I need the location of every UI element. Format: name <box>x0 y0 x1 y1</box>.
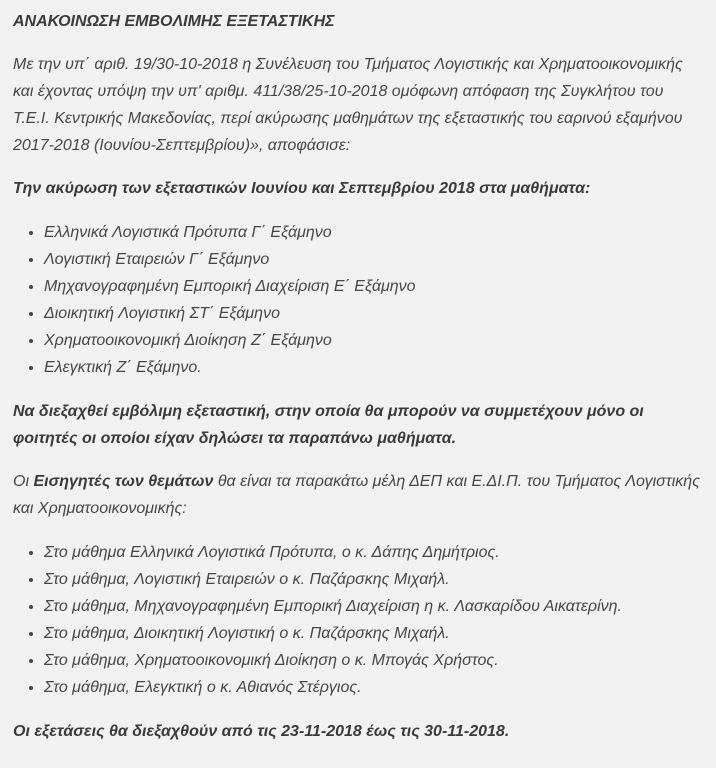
cancelled-course-item: • Ελληνικά Λογιστικά Πρότυπα Γ΄ Εξάμηνο <box>44 219 702 246</box>
instructors-list <box>13 539 702 701</box>
cancelled-course-item: • Διοικητική Λογιστική ΣΤ΄ Εξάμηνο <box>44 300 702 327</box>
cancelled-course-item: • Χρηματοοικονομική Διοίκηση Ζ΄ Εξάμηνο <box>44 327 702 354</box>
instructors-intro-suffix: θα είναι τα παρακάτω μέλη ΔΕΠ και Ε.ΔΙ.Π. του Τμήματος Λογιστικής και Χρηματοοικονομικής: <box>13 473 700 517</box>
instructors-intro-bold: Εισηγητές των θεμάτων <box>33 473 214 490</box>
instructors-intro-prefix: Οι <box>13 473 34 490</box>
instructor-item: • Στο μάθημα, Μηχανογραφημένη Εμπορική Διαχείριση η κ. Λασκαρίδου Αικατερίνη. <box>44 593 702 620</box>
announcement-title: ΑΝΑΚΟΙΝΩΣΗ ΕΜΒΟΛΙΜΗΣ ΕΞΕΤΑΣΤΙΚΗΣ <box>13 13 335 30</box>
participation-note: Να διεξαχθεί εμβόλιμη εξεταστική, στην οποία θα μπορούν να συμμετέχουν μόνο οι φοιτητές οι οποίοι είχαν δηλώσει τα παραπάνω μαθήματα. <box>13 403 644 447</box>
exam-period-line: Οι εξετάσεις θα διεξαχθούν από τις 23-11-2018 έως τις 30-11-2018. <box>13 723 510 740</box>
decision-heading: Την ακύρωση των εξεταστικών Ιουνίου και Σεπτεμβρίου 2018 στα μαθήματα: <box>13 180 591 197</box>
instructor-item: • Στο μάθημα, Ελεγκτική ο κ. Αθιανός Στέργιος. <box>44 674 702 701</box>
instructor-item: • Στο μάθημα, Διοικητική Λογιστική ο κ. Παζάρσκης Μιχαήλ. <box>44 620 702 647</box>
cancelled-course-item: • Λογιστική Εταιρειών Γ΄ Εξάμηνο <box>44 246 702 273</box>
cancelled-course-item: • Μηχανογραφημένη Εμπορική Διαχείριση Ε΄ Εξάμηνο <box>44 273 702 300</box>
instructor-item: • Στο μάθημα, Χρηματοοικονομική Διοίκηση ο κ. Μπογάς Χρήστος. <box>44 647 702 674</box>
announcement-document <box>13 8 702 745</box>
cancelled-courses-list <box>13 219 702 381</box>
instructors-intro <box>13 468 702 522</box>
instructor-item: • Στο μάθημα Ελληνικά Λογιστικά Πρότυπα, ο κ. Δάπης Δημήτριος. <box>44 539 702 566</box>
instructor-item: • Στο μάθημα, Λογιστική Εταιρειών ο κ. Παζάρσκης Μιχαήλ. <box>44 566 702 593</box>
intro-paragraph: Με την υπ΄ αριθ. 19/30-10-2018 η Συνέλευση του Τμήματος Λογιστικής και Χρηματοοικονομικής και έχοντας υπόψη την υπ' αριθμ. 411/38/25-10-2018 ομόφωνη απόφαση της Συγκλήτου του Τ.Ε.Ι. Κεντρικής Μακεδονίας, περί ακύρωσης μαθημάτων της εξεταστικής του εαρινού εξαμήνου 2017-2018 (Ιουνίου-Σεπτεμβρίου)», αποφάσισε: <box>13 56 683 154</box>
cancelled-course-item: • Ελεγκτική Ζ΄ Εξάμηνο. <box>44 354 702 381</box>
